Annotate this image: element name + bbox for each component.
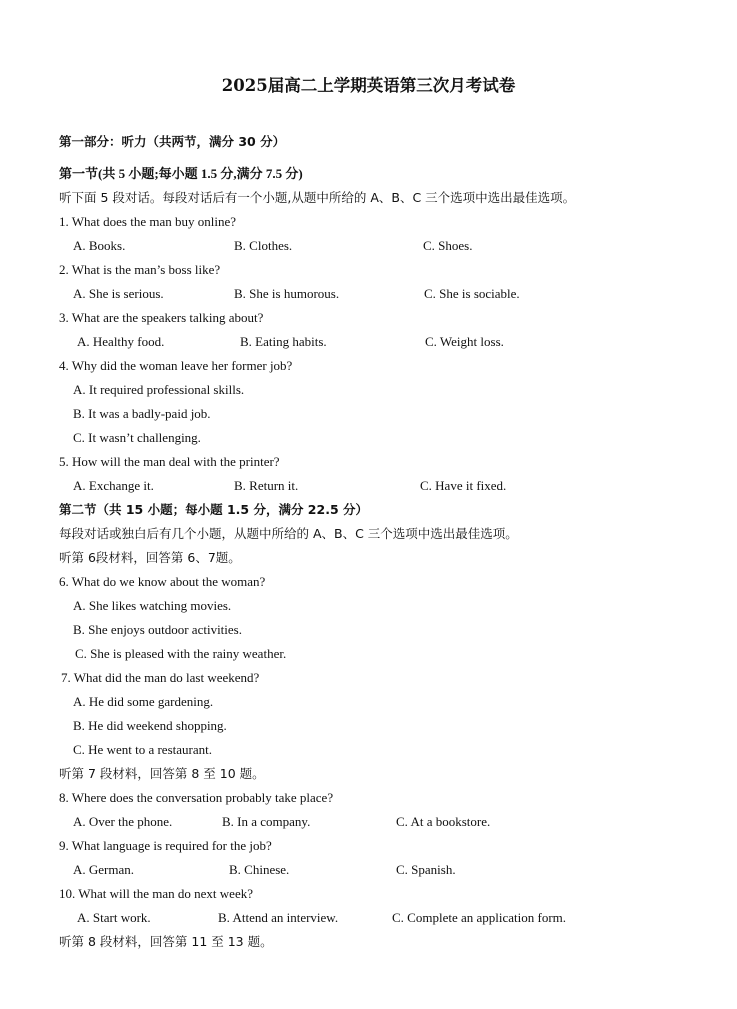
q3-option-c: C. Weight loss.: [425, 334, 504, 349]
q3-option-a: A. Healthy food.: [77, 334, 165, 349]
q6-option-b: B. She enjoys outdoor activities.: [73, 622, 242, 637]
material-8-note: 听第 8 段材料，回答第 11 至 13 题。: [59, 934, 273, 949]
q6-option-a: A. She likes watching movies.: [73, 598, 232, 613]
q6-option-c: C. She is pleased with the rainy weather.: [75, 646, 287, 661]
q7-option-a: A. He did some gardening.: [73, 694, 214, 709]
q4-option-b: B. It was a badly-paid job.: [73, 406, 211, 421]
material-7-note: 听第 7 段材料，回答第 8 至 10 题。: [59, 766, 265, 781]
q8-option-a: A. Over the phone.: [73, 814, 173, 829]
q5-option-a: A. Exchange it.: [73, 478, 154, 493]
question-5: 5. How will the man deal with the printer?: [59, 454, 280, 469]
section2-heading: 第二节（共 15 小题；每小题 1.5 分，满分 22.5 分）: [59, 502, 368, 517]
q8-option-b: B. In a company.: [222, 814, 311, 829]
exam-title: 2025届高二上学期英语第三次月考试卷: [221, 76, 516, 95]
question-3: 3. What are the speakers talking about?: [59, 310, 264, 325]
question-9: 9. What language is required for the job?: [59, 838, 272, 853]
q5-option-c: C. Have it fixed.: [420, 478, 507, 493]
section1-heading: 第一节(共 5 小题;每小题 1.5 分,满分 7.5 分): [59, 166, 303, 181]
question-4: 4. Why did the woman leave her former job?: [59, 358, 293, 373]
question-2: 2. What is the man’s boss like?: [59, 262, 221, 277]
q2-option-c: C. She is sociable.: [424, 286, 520, 301]
part1-heading: 第一部分：听力（共两节，满分 30 分）: [59, 134, 286, 149]
q10-option-b: B. Attend an interview.: [218, 910, 339, 925]
q8-option-c: C. At a bookstore.: [396, 814, 491, 829]
q4-option-c: C. It wasn’t challenging.: [73, 430, 201, 445]
q3-option-b: B. Eating habits.: [240, 334, 327, 349]
q1-option-b: B. Clothes.: [234, 238, 293, 253]
q2-option-b: B. She is humorous.: [234, 286, 340, 301]
q5-option-b: B. Return it.: [234, 478, 299, 493]
question-6: 6. What do we know about the woman?: [59, 574, 266, 589]
q7-option-c: C. He went to a restaurant.: [73, 742, 212, 757]
section2-instruction: 每段对话或独白后有几个小题，从题中所给的 A、B、C 三个选项中选出最佳选项。: [59, 526, 518, 541]
q7-option-b: B. He did weekend shopping.: [73, 718, 227, 733]
section1-instruction: 听下面 5 段对话。每段对话后有一个小题,从题中所给的 A、B、C 三个选项中选出最佳选项。: [59, 190, 576, 205]
q9-option-a: A. German.: [73, 862, 135, 877]
q9-option-b: B. Chinese.: [229, 862, 290, 877]
q9-option-c: C. Spanish.: [396, 862, 456, 877]
q2-option-a: A. She is serious.: [73, 286, 164, 301]
question-10: 10. What will the man do next week?: [59, 886, 253, 901]
q1-option-c: C. Shoes.: [423, 238, 473, 253]
q1-option-a: A. Books.: [73, 238, 126, 253]
question-8: 8. Where does the conversation probably take place?: [59, 790, 334, 805]
question-7: 7. What did the man do last weekend?: [61, 670, 260, 685]
q10-option-c: C. Complete an application form.: [392, 910, 567, 925]
q4-option-a: A. It required professional skills.: [73, 382, 245, 397]
q10-option-a: A. Start work.: [77, 910, 151, 925]
question-1: 1. What does the man buy online?: [59, 214, 237, 229]
material-6-note: 听第 6段材料，回答第 6、7题。: [59, 550, 241, 565]
